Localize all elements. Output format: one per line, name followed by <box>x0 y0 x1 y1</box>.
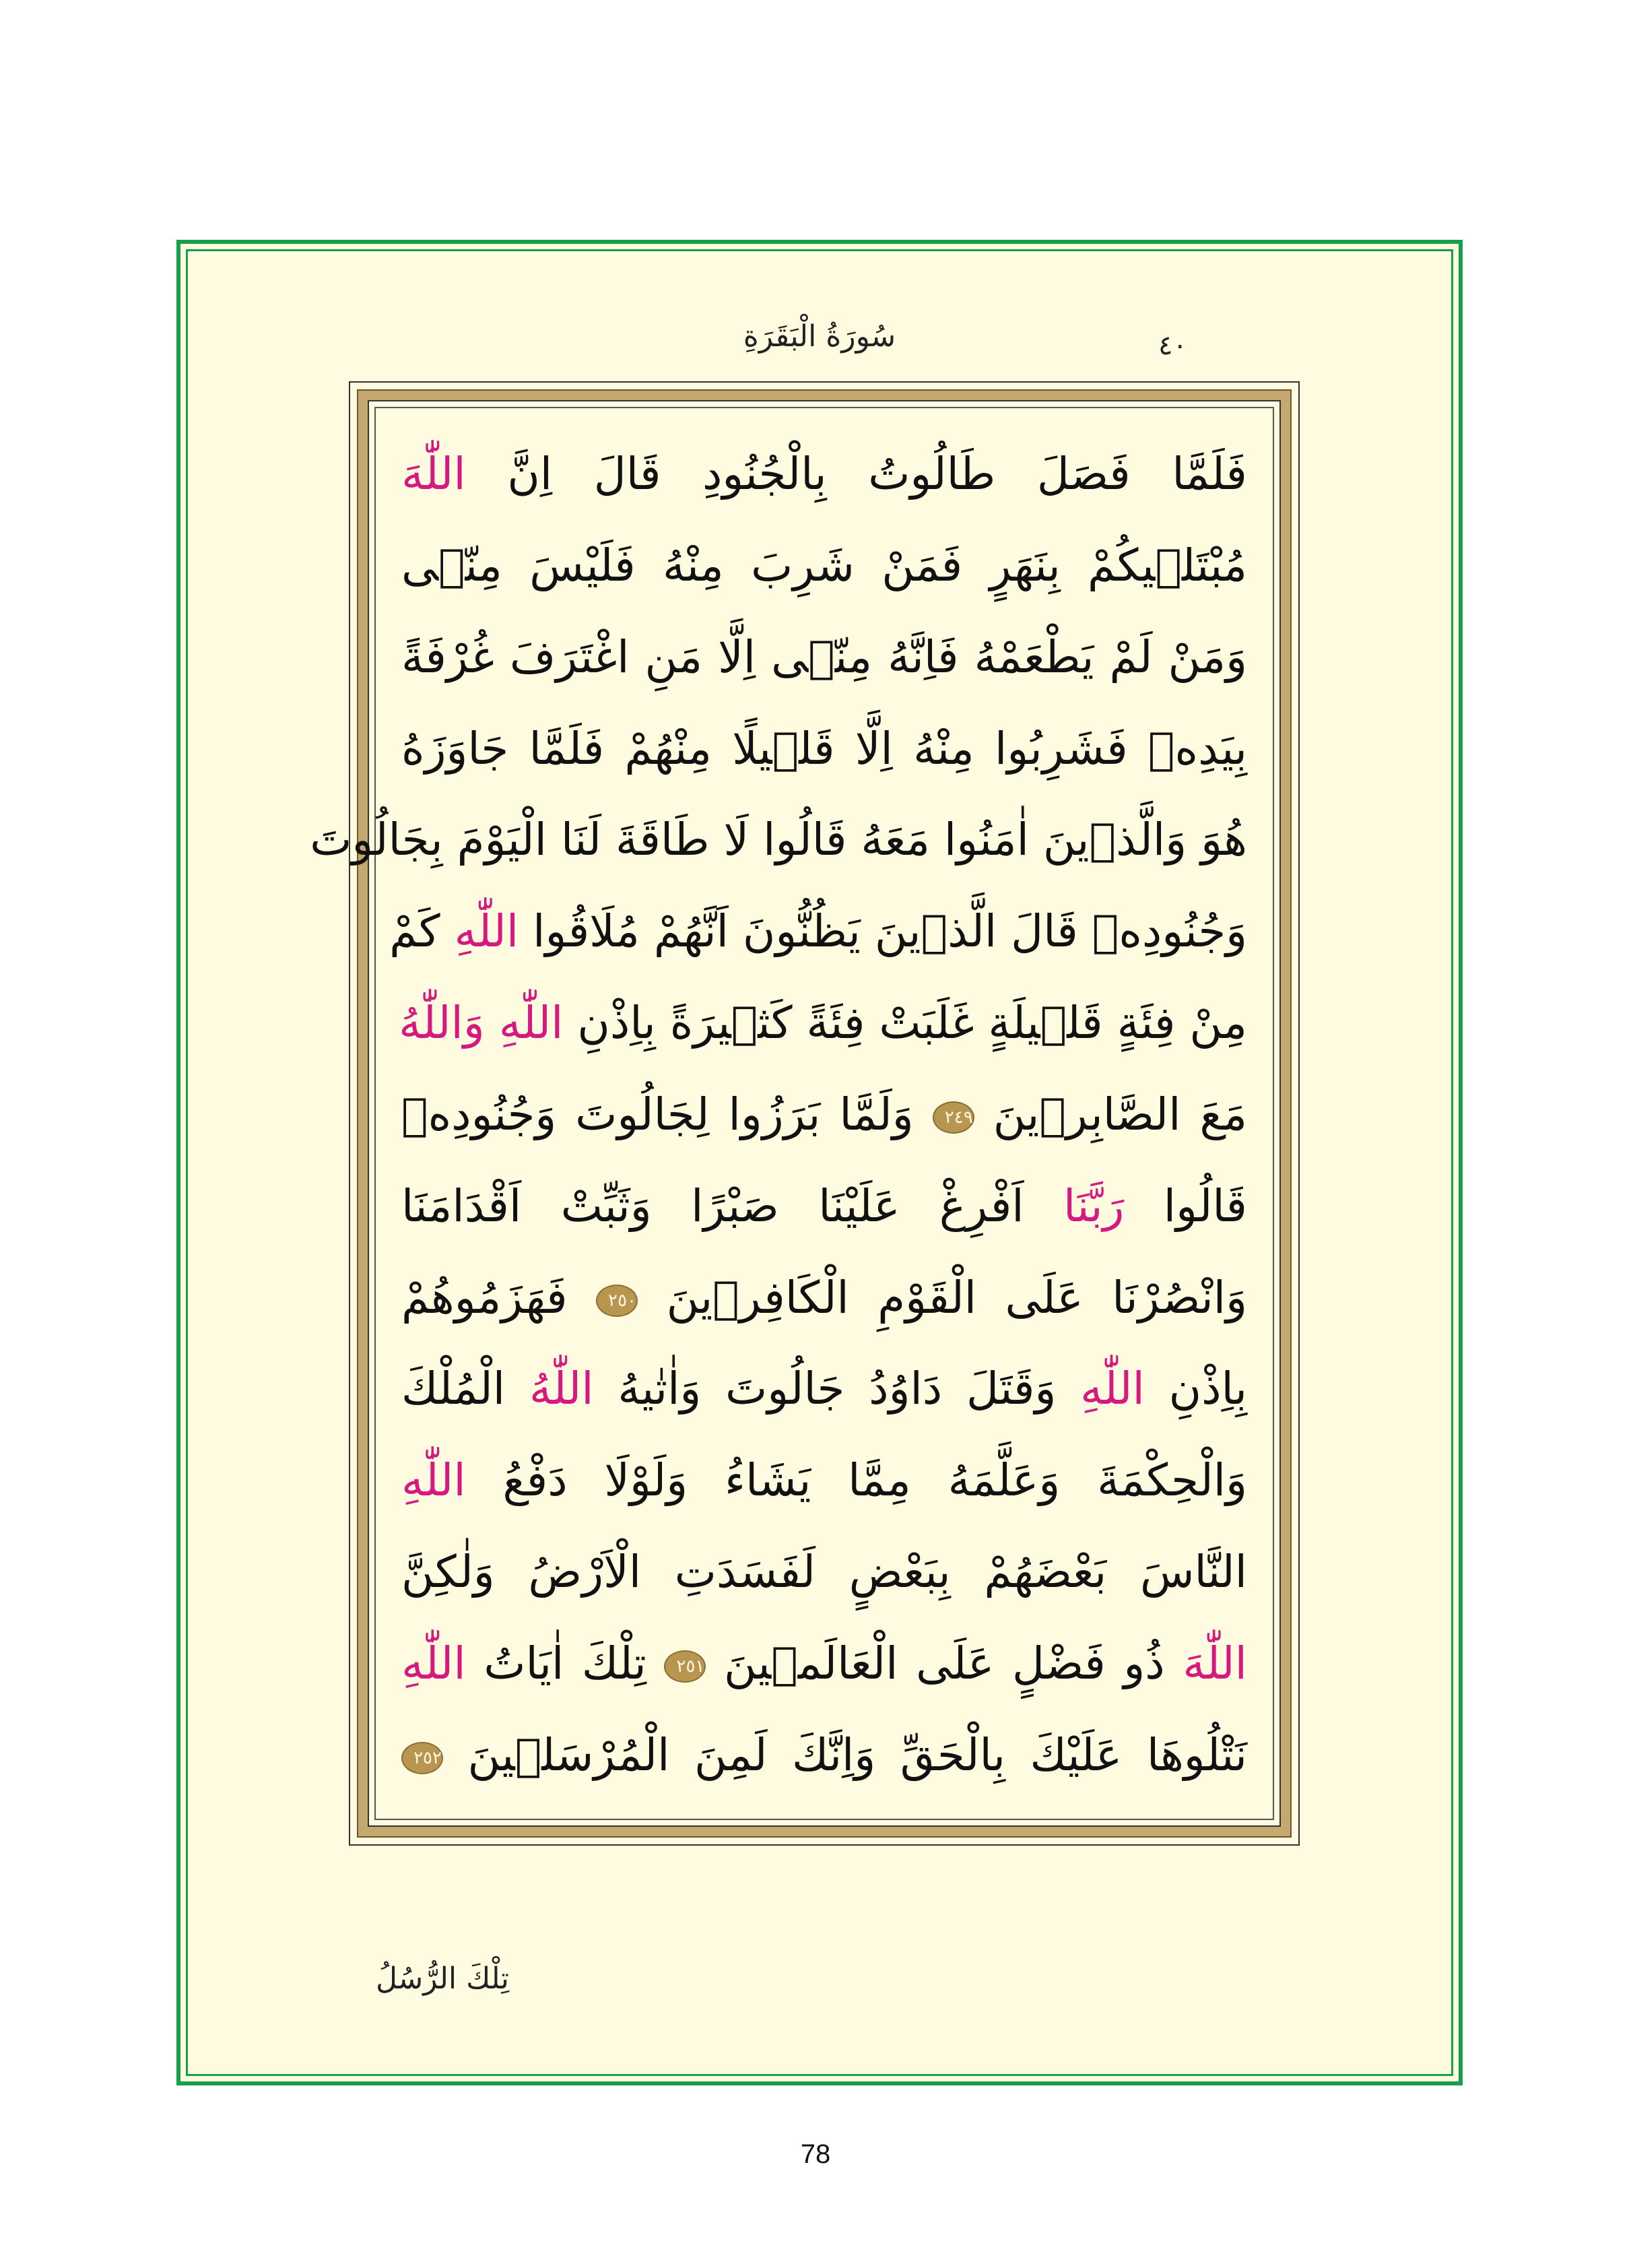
verse-text: اَفْرِغْ عَلَيْنَا صَبْرًا وَثَبِّتْ اَقْدَامَنَا <box>401 1179 1064 1232</box>
divine-name-text: وَاللّٰهُ <box>399 997 485 1049</box>
verse-line <box>401 1712 1247 1799</box>
verse-text: بِيَدِهٖ فَشَرِبُوا مِنْهُ اِلَّا قَلٖيلًا مِنْهُمْ فَلَمَّا جَاوَزَهُ <box>401 722 1247 775</box>
verse-text <box>485 997 499 1049</box>
arabic-page-number: ٤٠ <box>1158 330 1187 361</box>
verse-line <box>401 1072 1247 1158</box>
verse-text: الْمُلْكَ <box>401 1363 529 1415</box>
verse-line <box>401 523 1247 609</box>
verse-line <box>401 614 1247 701</box>
verse-line <box>401 1437 1247 1524</box>
verse-text: النَّاسَ بَعْضَهُمْ بِبَعْضٍ لَفَسَدَتِ الْاَرْضُ وَلٰكِنَّ <box>401 1546 1247 1598</box>
verse-pane <box>310 400 1281 1827</box>
page-frame <box>176 240 1463 2085</box>
verse-text: نَتْلُوهَا عَلَيْكَ بِالْحَقِّ وَاِنَّكَ لَمِنَ الْمُرْسَلٖينَ <box>443 1728 1247 1781</box>
divine-name-text: اللّٰهُ <box>529 1363 594 1415</box>
page-header <box>180 244 1459 379</box>
verse-text: كَمْ <box>389 905 455 958</box>
verse-text: فَهَزَمُوهُمْ <box>401 1271 597 1324</box>
verse-number-marker: ٢٤٩ <box>933 1101 974 1134</box>
text-box <box>310 381 1300 1846</box>
verse-lines <box>310 431 1248 1799</box>
catchword: تِلْكَ الرُّسُلُ <box>376 1962 509 1996</box>
verse-line <box>401 1529 1247 1615</box>
verse-number-marker: ٢٥١ <box>664 1650 706 1683</box>
verse-line <box>401 980 1247 1066</box>
divine-name-text: اللّٰهِ <box>454 905 519 958</box>
verse-text: مُبْتَلٖيكُمْ بِنَهَرٍ فَمَنْ شَرِبَ مِنْهُ فَلَيْسَ مِنّٖى <box>401 539 1247 591</box>
divine-name-text: اللّٰهَ <box>1183 1637 1247 1689</box>
verse-text: فَلَمَّا فَصَلَ طَالُوتُ بِالْجُنُودِ قَالَ اِنَّ <box>465 448 1247 500</box>
verse-text: قَالُوا <box>1124 1179 1247 1232</box>
verse-text: وَجُنُودِهٖ قَالَ الَّذٖينَ يَظُنُّونَ اَنَّهُمْ مُلَاقُوا <box>519 905 1247 958</box>
verse-text: مِنْ فِئَةٍ قَلٖيلَةٍ غَلَبَتْ فِئَةً كَثٖيرَةً بِاِذْنِ <box>563 997 1247 1049</box>
verse-text: تِلْكَ اٰيَاتُ <box>465 1637 665 1689</box>
verse-text: وَقَتَلَ دَاوُدُ جَالُوتَ وَاٰتٰيهُ <box>593 1363 1081 1415</box>
verse-number-marker: ٢٥٠ <box>596 1285 638 1317</box>
divine-name-text: اللّٰهَ <box>401 448 466 500</box>
divine-name-text: رَبَّنَا <box>1063 1179 1125 1232</box>
verse-text: هُوَ وَالَّذٖينَ اٰمَنُوا مَعَهُ قَالُوا لَا طَاقَةَ لَنَا الْيَوْمَ بِجَالُوتَ <box>310 814 1247 866</box>
verse-text: مَعَ الصَّابِرٖينَ <box>974 1088 1248 1140</box>
verse-text: بِاِذْنِ <box>1144 1363 1247 1415</box>
divine-name-text: اللّٰهِ <box>401 1637 466 1689</box>
verse-line <box>401 1163 1247 1250</box>
verse-number-marker: ٢٥٢ <box>401 1742 443 1774</box>
verse-line <box>401 431 1247 517</box>
divine-name-text: اللّٰهِ <box>1080 1363 1145 1415</box>
verse-text: وَمَنْ لَمْ يَطْعَمْهُ فَاِنَّهُ مِنّٖى اِلَّا مَنِ اغْتَرَفَ غُرْفَةً <box>401 630 1247 683</box>
verse-line <box>401 1621 1247 1707</box>
verse-text: ذُو فَضْلٍ عَلَى الْعَالَمٖينَ <box>706 1637 1183 1689</box>
verse-line <box>401 1346 1247 1432</box>
verse-text: وَلَمَّا بَرَزُوا لِجَالُوتَ وَجُنُودِهٖ <box>401 1088 933 1140</box>
verse-line <box>389 888 1247 975</box>
surah-title: سُورَةُ الْبَقَرَةِ <box>743 319 896 354</box>
verse-line <box>310 797 1247 883</box>
divine-name-text: اللّٰهِ <box>498 997 564 1049</box>
verse-line <box>401 1255 1247 1341</box>
divine-name-text: اللّٰهِ <box>401 1454 466 1507</box>
verse-text: وَالْحِكْمَةَ وَعَلَّمَهُ مِمَّا يَشَاءُ وَلَوْلَا دَفْعُ <box>465 1454 1247 1507</box>
verse-line <box>401 706 1247 792</box>
footer-page-number: 78 <box>800 2139 831 2169</box>
verse-text: وَانْصُرْنَا عَلَى الْقَوْمِ الْكَافِرٖينَ <box>638 1271 1247 1324</box>
